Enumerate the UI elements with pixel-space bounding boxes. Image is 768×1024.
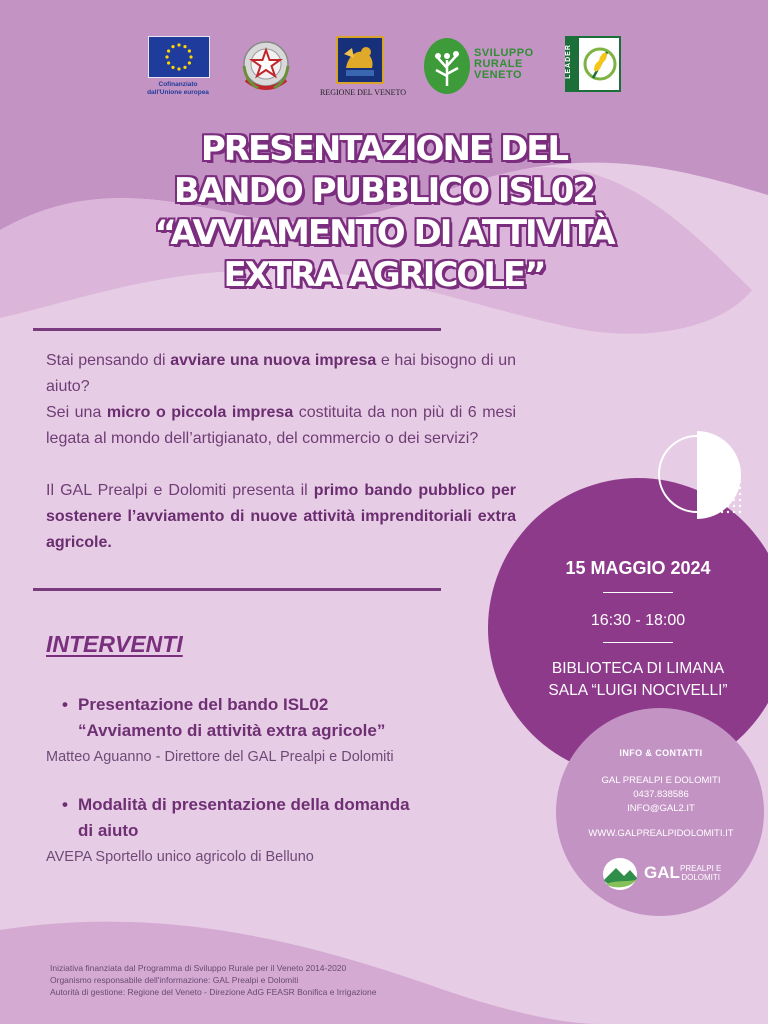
eu-flag-icon [148, 36, 210, 78]
sviluppo-rurale-veneto-logo [424, 36, 538, 96]
svr-text: SVILUPPO RURALE VENETO [474, 47, 534, 81]
regione-veneto-logo [320, 36, 407, 97]
event-place: BIBLIOTECA DI LIMANA SALA “LUIGI NOCIVELLI” [548, 660, 728, 699]
intro-paragraph-3: Il GAL Prealpi e Dolomiti presenta il primo bando pubblico per sostenere l’avviamento di nuove attività imprenditoriali extra agricole. [46, 482, 517, 551]
page-title: PRESENTAZIONE DEL BANDO PUBBLICO ISL02 “AVVIAMENTO DI ATTIVITÀ EXTRA AGRICOLE” [154, 129, 614, 295]
divider-top [33, 328, 441, 331]
event-date: 15 MAGGIO 2024 [565, 558, 711, 578]
lion-of-st-mark-icon [336, 36, 384, 84]
eu-caption: Cofinanziato dall'Unione europea [147, 81, 209, 96]
intervento-speaker: AVEPA Sportello unico agricolo di Belluno [46, 849, 314, 865]
wheat-icon [581, 44, 619, 86]
leader-text: LEADER [564, 44, 572, 79]
info-contacts [556, 710, 766, 916]
intervento-speaker: Matteo Aguanno - Direttore del GAL Prealpi e Dolomiti [46, 749, 394, 765]
contact-lines: GAL PREALPI E DOLOMITI 0437.838586 INFO@GAL2.IT [556, 774, 766, 816]
intervento-item-2: • Modalità di presentazione della domanda di aiuto AVEPA Sportello unico agricolo di Belluno [46, 792, 516, 868]
intro-paragraph-1: Stai pensando di avviare una nuova impresa e hai bisogno di un aiuto? [46, 352, 516, 395]
phone-number[interactable]: 0437.838586 [633, 789, 689, 800]
bullet-icon: • [62, 795, 68, 814]
footer-credits: Iniziativa finanziata dal Programma di Sviluppo Rurale per il Veneto 2014-2020 Organismo responsabile dell'informazione: GAL Prealpi e Dolomiti Autorità di gestione: Regione del Veneto - Direzione AdG FEASR Bonifica e Irrigazione [50, 963, 377, 997]
eu-logo [148, 36, 208, 97]
divider-bottom [33, 588, 441, 591]
italian-republic-emblem-icon [240, 36, 292, 98]
event-time: 16:30 - 18:00 [590, 612, 686, 629]
interventi-title: INTERVENTI [46, 631, 183, 657]
info-heading: INFO & CONTATTI [619, 748, 703, 758]
intervento-item-1: • Presentazione del bando ISL02 “Avviamento di attività extra agricole” Matteo Aguanno - Direttore del GAL Prealpi e Dolomiti [46, 692, 516, 768]
intro-paragraph-2: Sei una micro o piccola impresa costituita da non più di 6 mesi legata al mondo dell’artigianato, del commercio o dei servizi? [46, 404, 517, 447]
logo-bar [0, 36, 768, 106]
event-separator [603, 592, 673, 593]
veneto-caption: REGIONE DEL VENETO [320, 88, 407, 97]
intro-text [46, 348, 516, 556]
event-separator [603, 642, 673, 643]
website-link[interactable]: WWW.GALPREALPIDOLOMITI.IT [588, 828, 734, 839]
leader-logo [565, 36, 621, 92]
tree-icon [424, 38, 470, 94]
bullet-icon: • [62, 695, 68, 714]
email-link[interactable]: INFO@GAL2.IT [627, 803, 695, 814]
gal-logo: GAL PREALPI E DOLOMITI [602, 854, 728, 894]
